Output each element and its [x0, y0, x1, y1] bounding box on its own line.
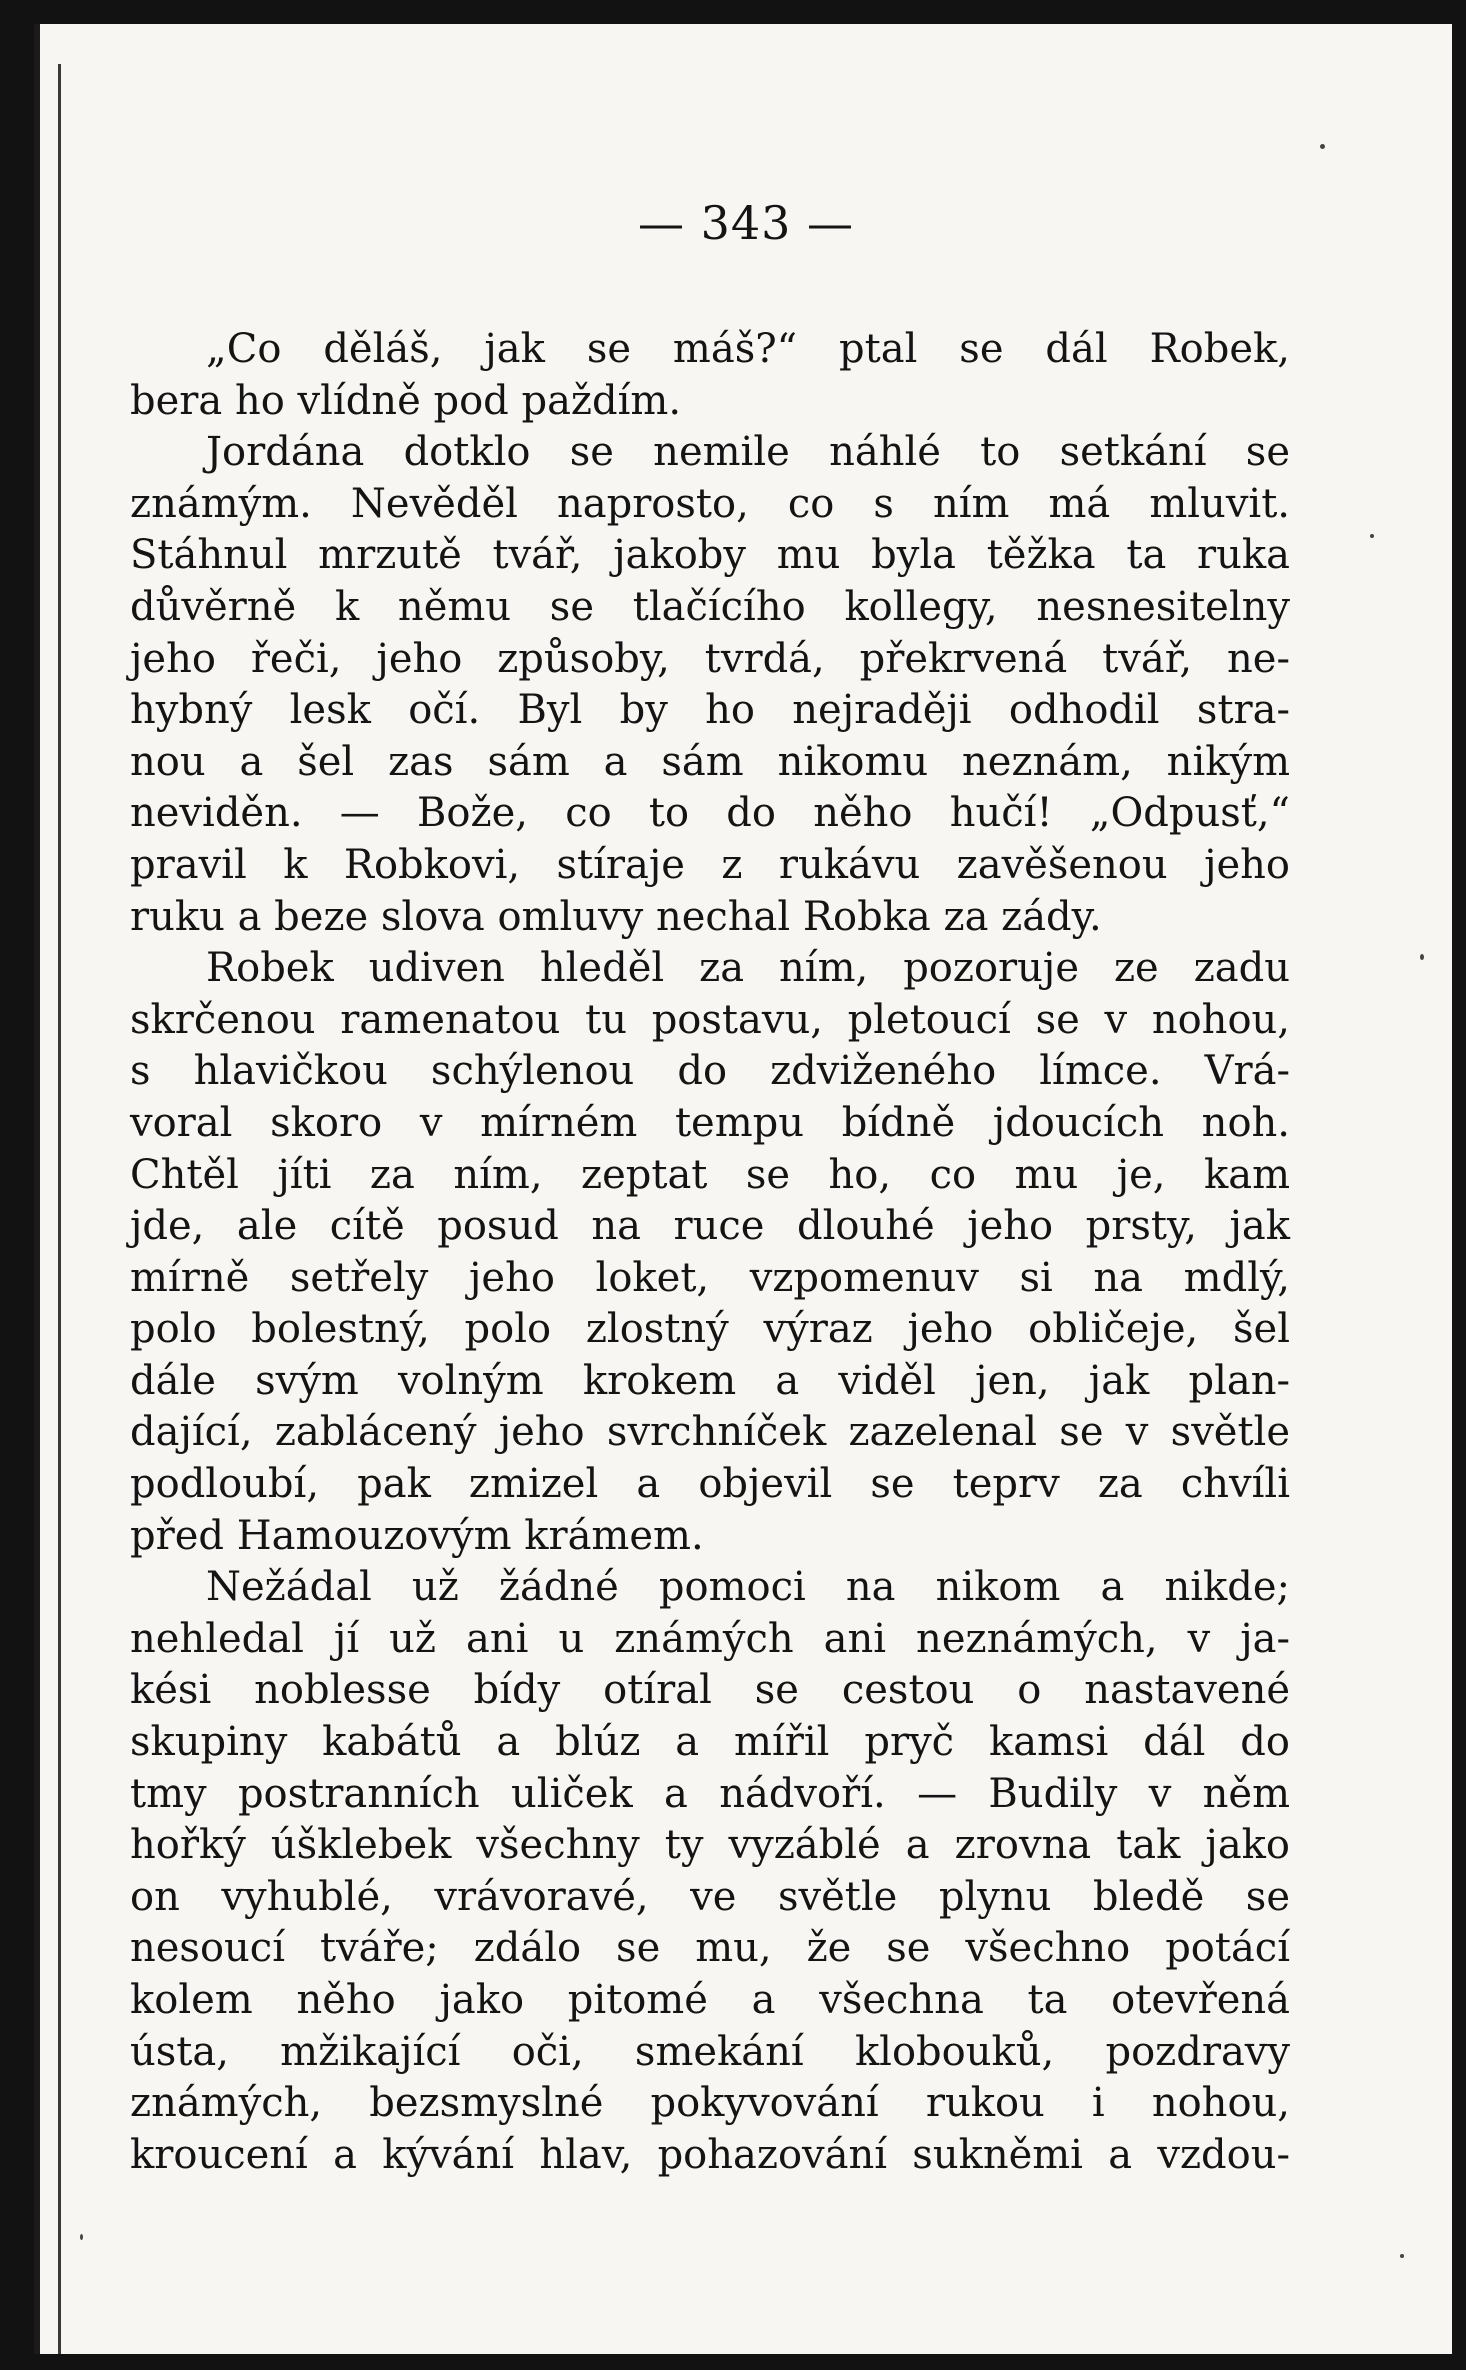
book-page [34, 24, 1452, 2354]
text-line: nou a šel zas sám a sám nikomu neznám, nikým [130, 738, 1290, 785]
text-line: důvěrně k němu se tlačícího kollegy, nesnesitelny [130, 583, 1290, 630]
text-line: známých, bezsmyslné pokyvování rukou i nohou, [130, 2080, 1290, 2127]
text-line: kési noblesse bídy otíral se cestou o nastavené [130, 1667, 1290, 1714]
body-text [130, 324, 1290, 2181]
text-line: ústa, mžikající oči, smekání klobouků, pozdravy [130, 2028, 1290, 2075]
text-line: podloubí, pak zmizel a objevil se teprv za chvíli [130, 1461, 1290, 1508]
text-line: Chtěl jíti za ním, zeptat se ho, co mu je, kam [130, 1151, 1290, 1198]
text-line: bera ho vlídně pod paždím. [130, 377, 682, 424]
text-line: on vyhublé, vrávoravé, ve světle plynu bledě se [130, 1873, 1290, 1920]
text-line: s hlavičkou schýlenou do zdviženého límce. Vrá- [130, 1048, 1290, 1095]
text-line: Jordána dotklo se nemile náhlé to setkání se [206, 429, 1290, 476]
text-line: dající, zablácený jeho svrchníček zazelenal se v světle [130, 1409, 1290, 1456]
text-line: neviděn. — Bože, co to do něho hučí! „Odpusť,“ [130, 790, 1290, 837]
text-line: skupiny kabátů a blúz a mířil pryč kamsi dál do [130, 1719, 1290, 1766]
text-line: Robek udiven hleděl za ním, pozoruje ze zadu [206, 945, 1290, 992]
text-line: pravil k Robkovi, stíraje z rukávu zavěšenou jeho [130, 841, 1290, 888]
text-line: „Co děláš, jak se máš?“ ptal se dál Robek, [206, 326, 1290, 372]
speck [80, 2234, 83, 2240]
text-line: jde, ale cítě posud na ruce dlouhé jeho prsty, jak [130, 1203, 1290, 1250]
text-line: hořký úšklebek všechny ty vyzáblé a zrovna tak jako [130, 1822, 1290, 1869]
text-line: před Hamouzovým krámem. [130, 1512, 704, 1559]
text-line: mírně setřely jeho loket, vzpomenuv si na mdlý, [130, 1254, 1290, 1301]
text-line: Stáhnul mrzutě tvář, jakoby mu byla těžka ta ruka [130, 532, 1290, 579]
text-line: ruku a beze slova omluvy nechal Robka za zády. [130, 893, 1102, 940]
text-line: polo bolestný, polo zlostný výraz jeho obličeje, šel [130, 1306, 1290, 1353]
speck [1400, 2254, 1404, 2258]
text-line: Nežádal už žádné pomoci na nikom a nikde; [206, 1564, 1290, 1611]
speck [1370, 534, 1374, 538]
text-line: jeho řeči, jeho způsoby, tvrdá, překrvená tvář, ne- [130, 635, 1290, 682]
page-edge-line [58, 64, 61, 2354]
text-line: hybný lesk očí. Byl by ho nejraději odhodil stra- [130, 687, 1290, 734]
text-line: dále svým volným krokem a viděl jen, jak plan- [130, 1357, 1290, 1404]
speck [1320, 144, 1325, 149]
text-line: tmy postranních uliček a nádvoří. — Budily v něm [130, 1770, 1290, 1817]
speck [1420, 954, 1424, 960]
page-number: — 343 — [637, 196, 855, 250]
text-line: známým. Nevěděl naprosto, co s ním má mluvit. [130, 480, 1290, 527]
text-line: skrčenou ramenatou tu postavu, pletoucí se v nohou, [130, 996, 1290, 1043]
text-line: kroucení a kývání hlav, pohazování sukněmi a vzdou- [130, 2131, 1290, 2178]
text-line: voral skoro v mírném tempu bídně jdoucích noh. [130, 1099, 1290, 1146]
text-line: nesoucí tváře; zdálo se mu, že se všechno potácí [130, 1925, 1290, 1972]
text-line: kolem něho jako pitomé a všechna ta otevřená [130, 1977, 1290, 2023]
text-line: nehledal jí už ani u známých ani neznámých, v ja- [130, 1615, 1290, 1662]
